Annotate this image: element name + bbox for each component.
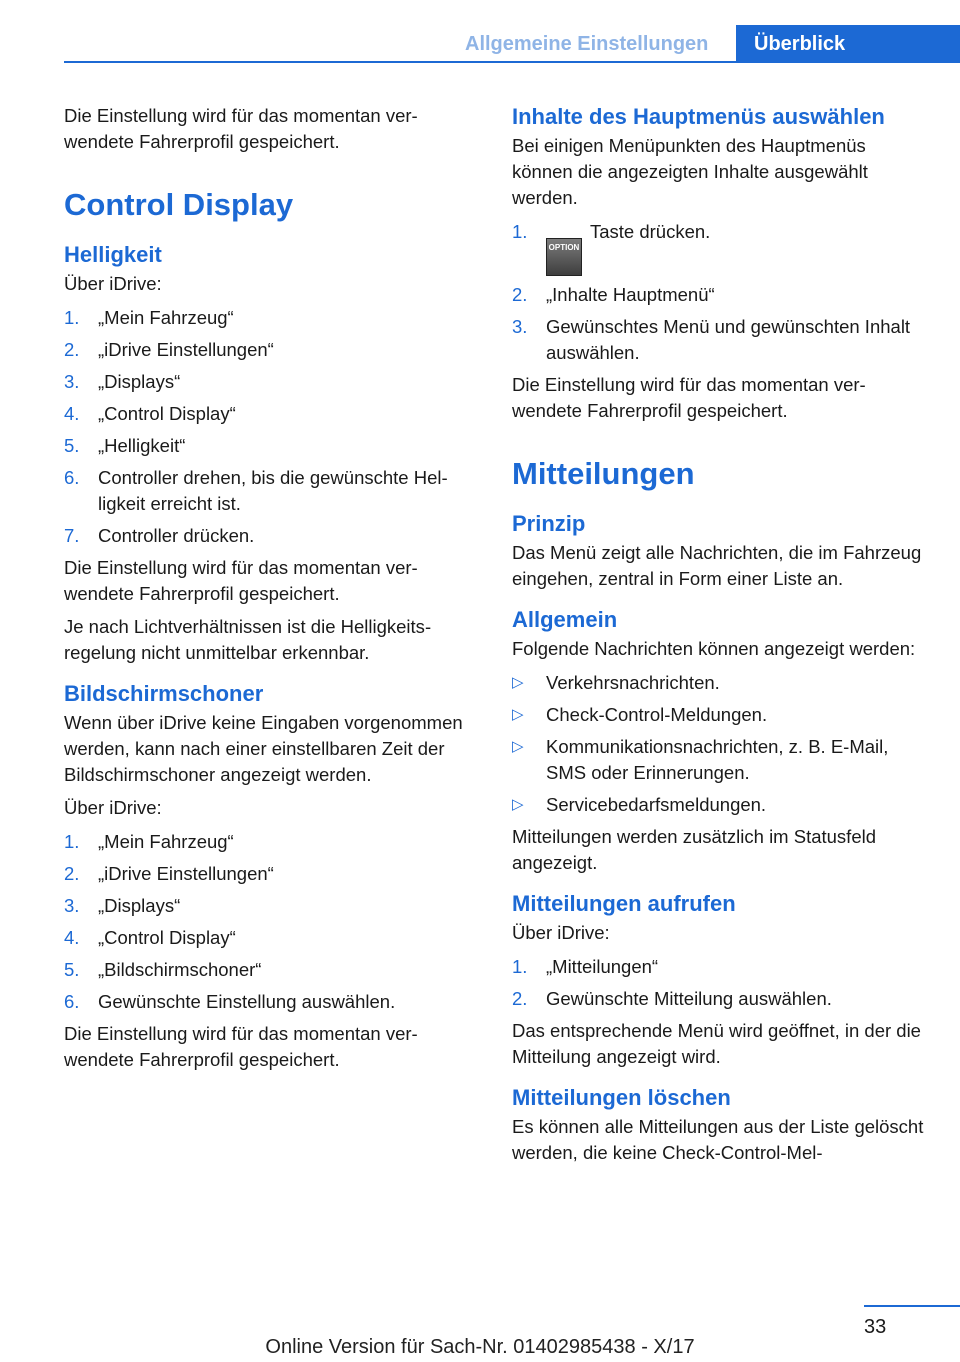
step-text: Gewünschte Mitteilung auswählen. <box>546 988 832 1009</box>
step-number: 7. <box>64 525 80 546</box>
page-number-rule <box>864 1305 960 1307</box>
helligkeit-note-2: Je nach Lichtverhältnissen ist die Helligkeitsregelung nicht unmittelbar erkennbar. <box>64 616 432 663</box>
step-number: 5. <box>64 959 80 980</box>
step-text: Controller drücken. <box>98 525 255 546</box>
step-text: Controller drehen, bis die gewünschte Helligkeit erreicht ist. <box>98 467 448 514</box>
schoner-intro: Über iDrive: <box>64 797 162 818</box>
helligkeit-note-1: Die Einstellung wird für das momentan verwendete Fahrerprofil gespeichert. <box>64 557 418 604</box>
page-number: 33 <box>864 1316 887 1338</box>
step-number: 1. <box>512 956 528 977</box>
step-text: „iDrive Einstellungen“ <box>98 339 274 360</box>
step-text: Gewünschte Einstellung auswählen. <box>98 991 396 1012</box>
step-number: 4. <box>64 927 80 948</box>
step-text: „Control Display“ <box>98 927 236 948</box>
step-number: 2. <box>64 863 80 884</box>
step-number: 3. <box>512 316 528 337</box>
loeschen-paragraph: Es können alle Mitteilungen aus der Liste gelöscht werden, die keine Check-Control-Mel- <box>512 1116 924 1163</box>
list-item <box>512 792 928 818</box>
aufrufen-intro: Über iDrive: <box>512 922 610 943</box>
triangle-bullet-icon: ▷ <box>512 796 524 813</box>
step-text: „Displays“ <box>98 895 181 916</box>
hauptmenu-steps <box>512 219 928 366</box>
step-number: 5. <box>64 435 80 456</box>
bullet-text: Servicebedarfsmeldungen. <box>546 794 767 815</box>
triangle-bullet-icon: ▷ <box>512 674 524 691</box>
hauptmenu-note: Die Einstellung wird für das momentan verwendete Fahrerprofil gespeichert. <box>512 374 866 421</box>
step-text: „Mitteilungen“ <box>546 956 659 977</box>
step-number: 1. <box>64 307 80 328</box>
step-number: 2. <box>512 284 528 305</box>
allgemein-bullets <box>512 670 928 818</box>
step-text: „Inhalte Hauptmenü“ <box>546 284 715 305</box>
list-item <box>64 465 480 517</box>
schoner-steps <box>64 829 480 1015</box>
step-text: „Displays“ <box>98 371 181 392</box>
heading-allgemein: Allgemein <box>512 607 618 632</box>
hauptmenu-paragraph: Bei einigen Menüpunkten des Hauptmenüs können die angezeigten Inhalte ausgewählt werden. <box>512 135 868 208</box>
step-text: „Control Display“ <box>98 403 236 424</box>
list-item <box>64 523 480 549</box>
section-title-control-display: Control Display <box>64 187 294 222</box>
step-number: 6. <box>64 467 80 488</box>
heading-prinzip: Prinzip <box>512 511 586 536</box>
step-text: Gewünschtes Menü und gewünschten Inhalt auswählen. <box>546 316 911 363</box>
list-item <box>64 433 480 459</box>
heading-mitteilungen-aufrufen: Mitteilungen aufrufen <box>512 891 736 916</box>
bullet-text: Verkehrsnachrichten. <box>546 672 720 693</box>
step-number: 3. <box>64 371 80 392</box>
aufrufen-note: Das entsprechende Menü wird geöffnet, in der die Mitteilung angezeigt wird. <box>512 1020 921 1067</box>
step-number: 2. <box>512 988 528 1009</box>
section-title-mitteilungen: Mitteilungen <box>512 456 695 491</box>
right-column <box>512 103 928 1173</box>
list-item <box>512 702 928 728</box>
header-tab-overview: Überblick <box>736 25 960 63</box>
list-item <box>64 337 480 363</box>
step-text: „Helligkeit“ <box>98 435 186 456</box>
triangle-bullet-icon: ▷ <box>512 706 524 723</box>
schoner-note: Die Einstellung wird für das momentan verwendete Fahrerprofil gespeichert. <box>64 1023 418 1070</box>
step-number: 1. <box>512 221 528 242</box>
list-item <box>64 369 480 395</box>
step-text: „Mein Fahrzeug“ <box>98 307 234 328</box>
step-text: „Bildschirmschoner“ <box>98 959 262 980</box>
triangle-bullet-icon: ▷ <box>512 738 524 755</box>
list-item <box>512 954 928 980</box>
list-item <box>64 925 480 951</box>
schoner-paragraph: Wenn über iDrive keine Eingaben vorgenommen werden, kann nach einer einstellbaren Zeit der Bildschirmschoner angezeigt werden. <box>64 712 463 785</box>
option-button-icon: OPTION <box>546 238 582 276</box>
list-item <box>64 893 480 919</box>
heading-hauptmenu: Inhalte des Hauptmenüs auswählen <box>512 104 885 129</box>
left-column <box>64 103 480 1080</box>
step-text: Taste drücken. <box>590 221 711 242</box>
list-item <box>64 305 480 331</box>
footer-text: Online Version für Sach-Nr. 01402985438 - X/17 <box>265 1336 695 1358</box>
allgemein-note: Mitteilungen werden zusätzlich im Statusfeld angezeigt. <box>512 826 877 873</box>
heading-mitteilungen-loeschen: Mitteilungen löschen <box>512 1085 731 1110</box>
helligkeit-intro: Über iDrive: <box>64 273 162 294</box>
step-number: 1. <box>64 831 80 852</box>
intro-paragraph: Die Einstellung wird für das momentan verwendete Fahrerprofil gespeichert. <box>64 105 418 152</box>
step-number: 2. <box>64 339 80 360</box>
list-item <box>64 861 480 887</box>
helligkeit-steps <box>64 305 480 549</box>
prinzip-paragraph: Das Menü zeigt alle Nachrichten, die im Fahrzeug eingehen, zentral in Form einer Liste an. <box>512 542 922 589</box>
step-number: 6. <box>64 991 80 1012</box>
bullet-text: Kommunikationsnachrichten, z. B. E-Mail, SMS oder Erinnerungen. <box>546 736 889 783</box>
step-text: „iDrive Einstellungen“ <box>98 863 274 884</box>
list-item <box>512 314 928 366</box>
aufrufen-steps <box>512 954 928 1012</box>
list-item <box>512 282 928 308</box>
bullet-text: Check-Control-Meldungen. <box>546 704 768 725</box>
step-text: „Mein Fahrzeug“ <box>98 831 234 852</box>
list-item <box>64 401 480 427</box>
step-number: 3. <box>64 895 80 916</box>
list-item <box>64 957 480 983</box>
list-item <box>64 989 480 1015</box>
step-number: 4. <box>64 403 80 424</box>
header-section-title: Allgemeine Einstellungen <box>465 33 709 55</box>
heading-bildschirmschoner: Bildschirmschoner <box>64 681 264 706</box>
list-item <box>512 219 928 276</box>
list-item <box>512 986 928 1012</box>
list-item <box>512 734 928 786</box>
list-item <box>64 829 480 855</box>
allgemein-paragraph: Folgende Nachrichten können angezeigt werden: <box>512 638 916 659</box>
list-item <box>512 670 928 696</box>
heading-helligkeit: Helligkeit <box>64 242 162 267</box>
